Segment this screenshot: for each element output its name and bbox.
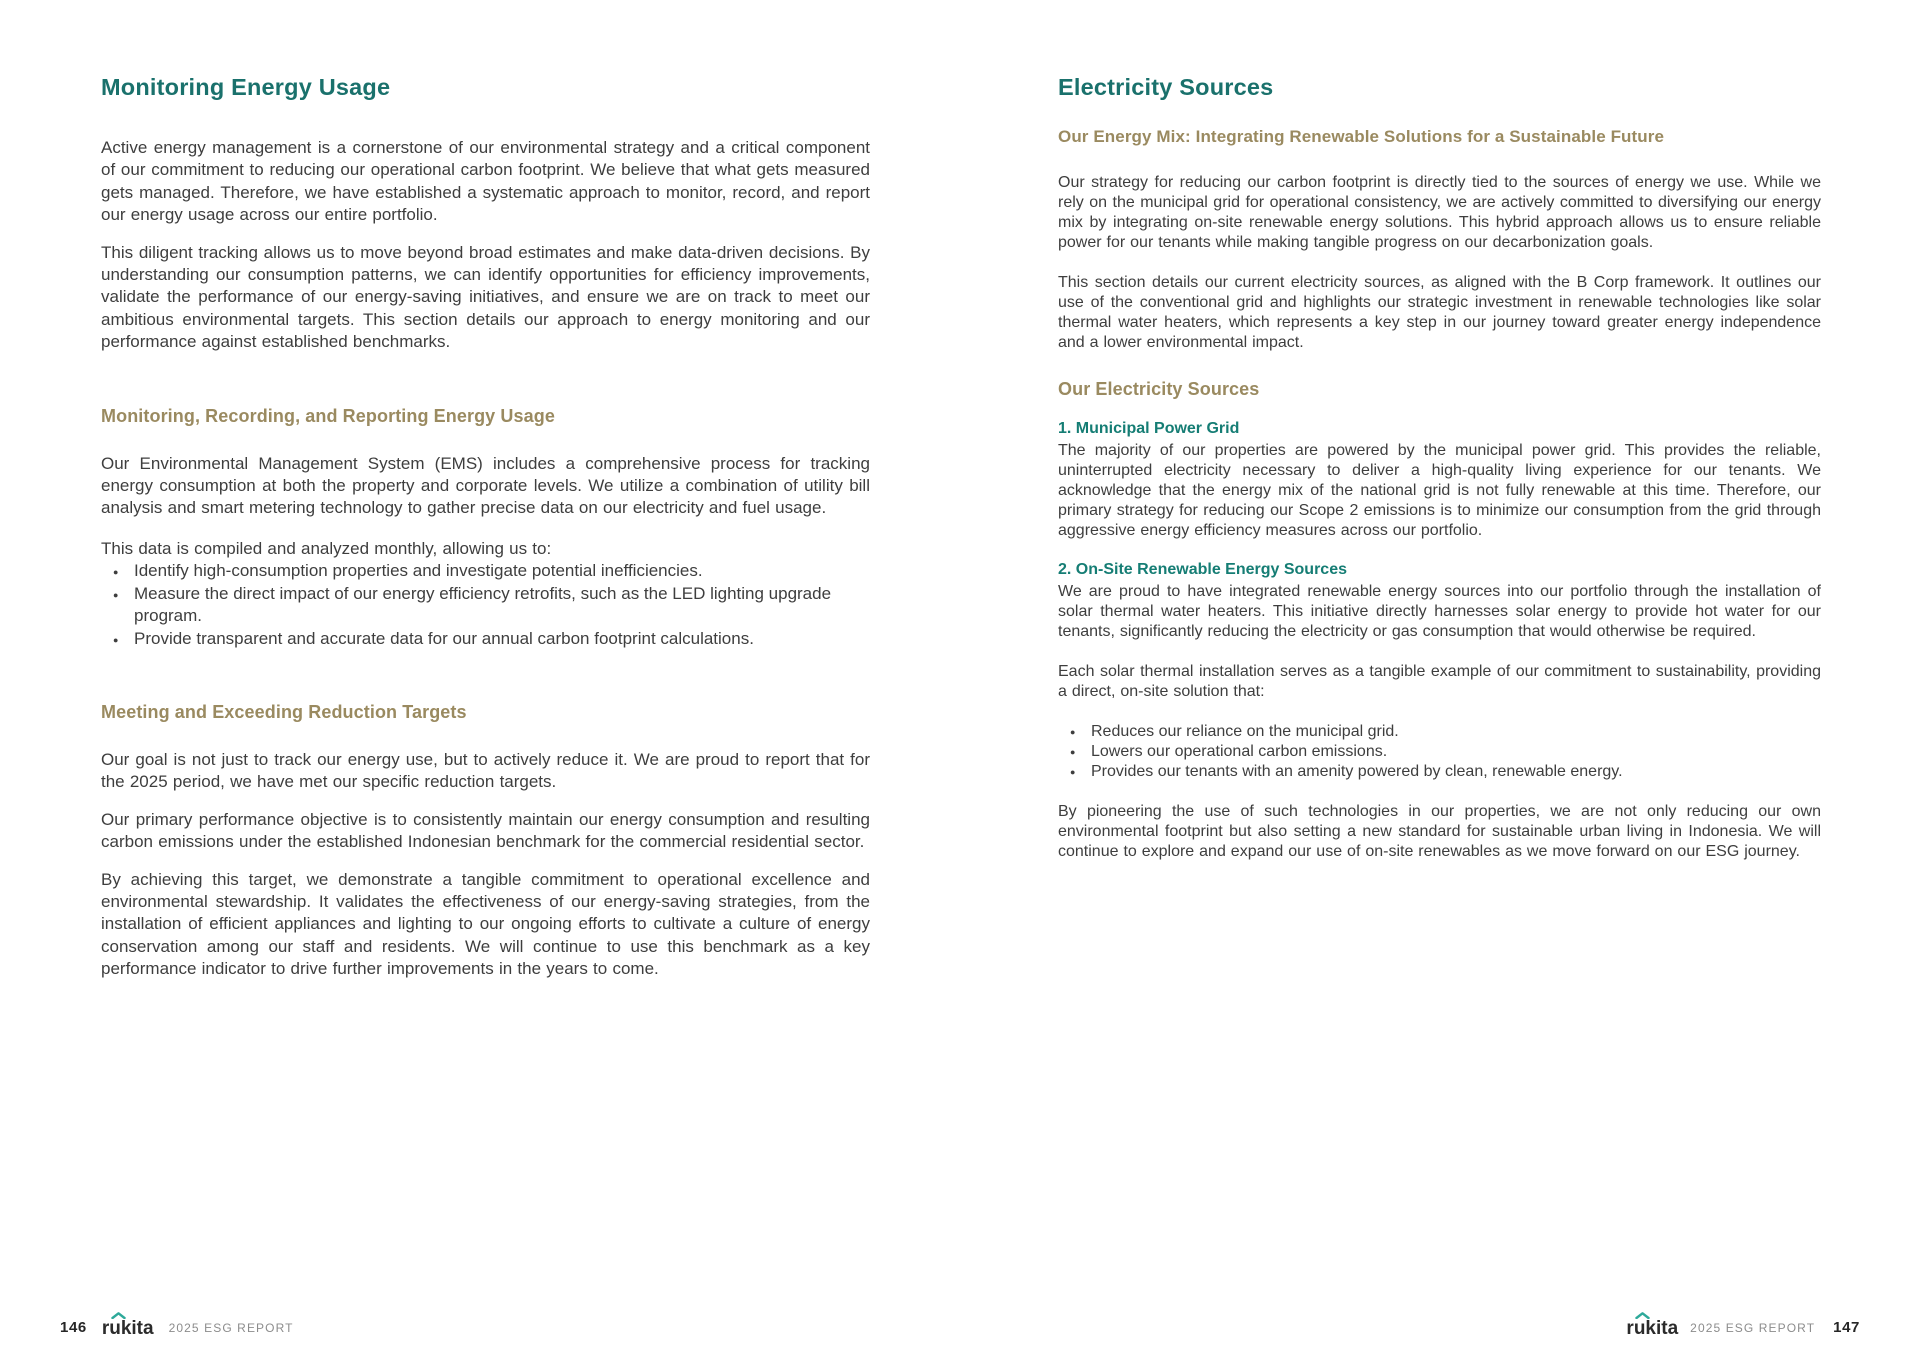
bullet-list — [1058, 722, 1821, 782]
paragraph: Our Environmental Management System (EMS) includes a comprehensive process for tracking energy consumption at both the property and corporate levels. We utilize a combination of utility bill analysis and smart metering technology to gather precise data on our electricity and fuel usage. — [101, 453, 870, 518]
paragraph: Our primary performance objective is to consistently maintain our energy consumption and resulting carbon emissions under the established Indonesian benchmark for the commercial residential sector. — [101, 809, 870, 852]
bullet-item: ● Reduces our reliance on the municipal grid. — [1058, 722, 1821, 742]
rukita-logo-text: rukita — [101, 1317, 154, 1339]
page-right — [1058, 74, 1821, 882]
paragraph: This section details our current electricity sources, as aligned with the B Corp framework. It outlines our use of the conventional grid and highlights our strategic investment in renewable technologies like solar thermal water heaters, which represents a key step in our journey toward greater energy independence and a lower environmental impact. — [1058, 274, 1821, 351]
rukita-logo-caret-icon — [1635, 1312, 1650, 1319]
rukita-logo-caret-icon — [111, 1312, 126, 1319]
rukita-logo — [102, 1315, 154, 1340]
report-label: 2025 ESG REPORT — [168, 1321, 294, 1335]
section-heading: Meeting and Exceeding Reduction Targets — [101, 701, 467, 722]
footer-right — [1626, 1313, 1860, 1341]
bullet-item: ● Measure the direct impact of our energy efficiency retrofits, such as the LED lighting upgrade program. — [101, 583, 870, 628]
footer-left — [60, 1313, 294, 1341]
paragraph: This diligent tracking allows us to move beyond broad estimates and make data-driven decisions. By understanding our consumption patterns, we can identify opportunities for efficiency improvements, validate the performance of our energy-saving initiatives, and ensure we are on track to meet our ambitious environmental targets. This section details our approach to energy monitoring and our performance against established benchmarks. — [101, 242, 870, 352]
section-heading: Our Electricity Sources — [1058, 379, 1260, 399]
list-intro: This data is compiled and analyzed monthly, allowing us to: — [101, 538, 552, 558]
paragraph: Our goal is not just to track our energy use, but to actively reduce it. We are proud to report that for the 2025 period, we have met our specific reduction targets. — [101, 749, 870, 792]
rukita-logo-text: rukita — [1626, 1317, 1679, 1339]
report-label: 2025 ESG REPORT — [1690, 1321, 1816, 1335]
paragraph: By achieving this target, we demonstrate a tangible commitment to operational excellence and environmental stewardship. It validates the effectiveness of our energy-saving strategies, from the installation of efficient appliances and lighting to our ongoing efforts to cultivate a culture of energy conservation among our staff and residents. We will continue to use this benchmark as a key performance indicator to drive further improvements in the years to come. — [101, 869, 870, 979]
paragraph: We are proud to have integrated renewable energy sources into our portfolio through the installation of solar thermal water heaters. This initiative directly harnesses solar energy to provide hot water for our tenants, significantly reducing the electricity or gas consumption that would otherwise be required. — [1058, 583, 1821, 640]
bullet-item: ● Identify high-consumption properties and investigate potential inefficiencies. — [101, 560, 870, 582]
rukita-logo — [1626, 1315, 1678, 1340]
paragraph: The majority of our properties are powered by the municipal power grid. This provides the reliable, uninterrupted electricity necessary to deliver a high-quality living experience for our tenants. We acknowledge that the energy mix of the national grid is not fully renewable at this time. Therefore, our primary strategy for reducing our Scope 2 emissions is to minimize our consumption from the grid through aggressive energy efficiency measures across our portfolio. — [1058, 442, 1821, 539]
source-heading: 2. On-Site Renewable Energy Sources — [1058, 561, 1347, 578]
paragraph: Our strategy for reducing our carbon footprint is directly tied to the sources of energy we use. While we rely on the municipal grid for operational consistency, we are actively committed to diversifying our energy mix by integrating on-site renewable energy solutions. This hybrid approach allows us to ensure reliable power for our tenants while making tangible progress on our decarbonization goals. — [1058, 174, 1821, 251]
bullet-list — [101, 560, 870, 650]
page-title: Monitoring Energy Usage — [101, 74, 391, 100]
section-heading: Our Energy Mix: Integrating Renewable Solutions for a Sustainable Future — [1058, 127, 1665, 146]
source-heading: 1. Municipal Power Grid — [1058, 420, 1240, 437]
paragraph: Active energy management is a cornerstone of our environmental strategy and a critical component of our commitment to reducing our operational carbon footprint. We believe that what gets measured gets managed. Therefore, we have established a systematic approach to monitor, record, and report our energy usage across our entire portfolio. — [101, 138, 870, 225]
page-number: 146 — [60, 1318, 87, 1336]
page-number: 147 — [1833, 1318, 1860, 1336]
bullet-item: ● Provide transparent and accurate data for our annual carbon footprint calculations. — [101, 628, 870, 650]
section-heading: Monitoring, Recording, and Reporting Energy Usage — [101, 405, 555, 426]
page-left — [101, 74, 870, 996]
paragraph: By pioneering the use of such technologies in our properties, we are not only reducing our own environmental footprint but also setting a new standard for sustainable urban living in Indonesia. We will continue to explore and expand our use of on-site renewables as we move forward on our ESG journey. — [1058, 803, 1821, 860]
bullet-item: ● Lowers our operational carbon emissions. — [1058, 742, 1821, 762]
list-intro: Each solar thermal installation serves as a tangible example of our commitment to sustainability, providing a direct, on-site solution that: — [1058, 663, 1821, 700]
bullet-item: ● Provides our tenants with an amenity powered by clean, renewable energy. — [1058, 762, 1821, 782]
page-title: Electricity Sources — [1058, 74, 1274, 100]
